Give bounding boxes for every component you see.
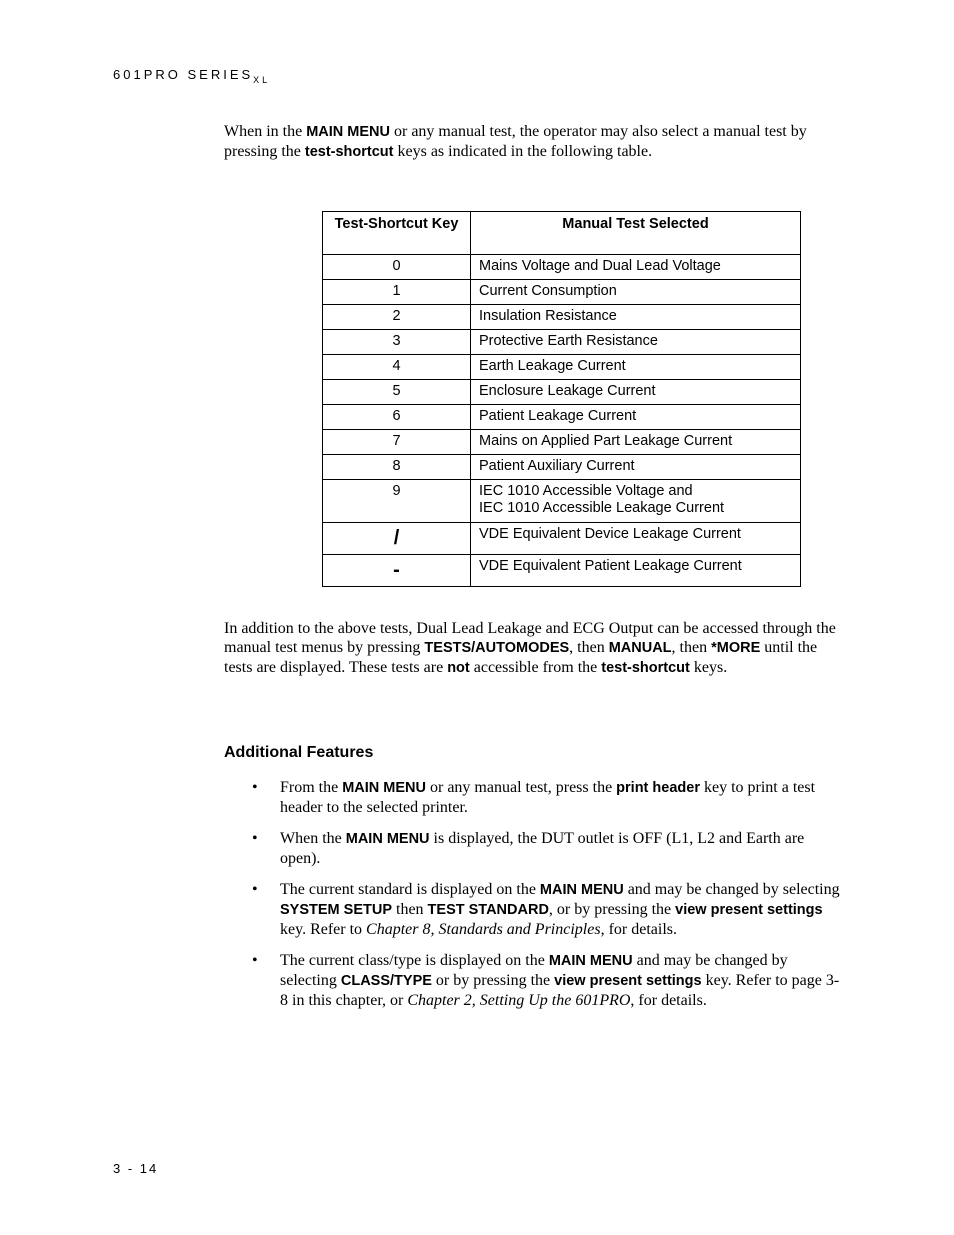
manual-test-line: IEC 1010 Accessible Leakage Current bbox=[479, 500, 725, 516]
manual-test-name: Enclosure Leakage Current bbox=[471, 380, 801, 405]
intro-paragraph bbox=[224, 122, 836, 162]
intro-bold: test-shortcut bbox=[304, 144, 394, 160]
item-text: then bbox=[392, 901, 428, 918]
item-text: , for details. bbox=[630, 992, 707, 1009]
shortcut-key: 7 bbox=[323, 430, 471, 455]
shortcut-key: 9 bbox=[323, 480, 471, 523]
manual-test-name: Mains on Applied Part Leakage Current bbox=[471, 430, 801, 455]
item-italic: Chapter 8, Standards and Principles bbox=[366, 921, 601, 938]
item-text: , for details. bbox=[600, 921, 677, 938]
manual-test-name: VDE Equivalent Patient Leakage Current bbox=[471, 555, 801, 587]
addition-bold: not bbox=[447, 660, 470, 676]
item-bold: MAIN MENU bbox=[539, 882, 624, 898]
shortcut-key: 1 bbox=[323, 280, 471, 305]
manual-test-name: Mains Voltage and Dual Lead Voltage bbox=[471, 255, 801, 280]
item-text: is displayed, the DUT outlet is OFF (L1, L2 and Earth are open). bbox=[280, 830, 805, 867]
manual-test-name: VDE Equivalent Device Leakage Current bbox=[471, 523, 801, 555]
item-bold: MAIN MENU bbox=[345, 831, 430, 847]
addition-text: accessible from the bbox=[469, 659, 602, 676]
addition-text: keys. bbox=[689, 659, 728, 676]
item-bold: SYSTEM SETUP bbox=[280, 902, 392, 918]
item-text: key. Refer to page 3-8 in this chapter, or bbox=[280, 972, 840, 1009]
table-row bbox=[323, 480, 801, 523]
bullet-icon: • bbox=[252, 830, 258, 847]
shortcut-key: - bbox=[323, 555, 471, 587]
list-item bbox=[252, 880, 842, 939]
item-bold: MAIN MENU bbox=[548, 953, 633, 969]
addition-bold: *MORE bbox=[711, 640, 761, 656]
item-text: and may be changed by selecting bbox=[623, 881, 840, 898]
shortcut-key: 4 bbox=[323, 355, 471, 380]
table-row bbox=[323, 523, 801, 555]
intro-bold: MAIN MENU bbox=[306, 124, 390, 140]
addition-paragraph bbox=[224, 619, 836, 678]
shortcut-key: 8 bbox=[323, 455, 471, 480]
shortcut-key: 5 bbox=[323, 380, 471, 405]
item-bold: TEST STANDARD bbox=[427, 902, 549, 918]
item-bold: MAIN MENU bbox=[342, 780, 426, 796]
item-italic: Chapter 2, Setting Up the 601PRO bbox=[407, 992, 631, 1009]
intro-text: When in the bbox=[224, 123, 307, 140]
item-text: key. Refer to bbox=[280, 921, 367, 938]
bullet-icon: • bbox=[252, 779, 258, 796]
product-suffix: XL bbox=[253, 75, 271, 85]
shortcut-key: 0 bbox=[323, 255, 471, 280]
section-heading: Additional Features bbox=[224, 744, 374, 761]
item-bold: print header bbox=[616, 780, 700, 796]
addition-text: until the tests are displayed. These tests are bbox=[224, 639, 818, 676]
bullet-icon: • bbox=[252, 881, 258, 898]
page-number: 3 - 14 bbox=[113, 1161, 159, 1176]
shortcut-key: 6 bbox=[323, 405, 471, 430]
table-row bbox=[323, 355, 801, 380]
item-bold: view present settings bbox=[554, 973, 702, 989]
list-item bbox=[252, 829, 842, 868]
column-header-test: Manual Test Selected bbox=[471, 212, 801, 255]
addition-bold: MANUAL bbox=[608, 640, 672, 656]
list-item bbox=[252, 778, 842, 817]
table-row bbox=[323, 255, 801, 280]
intro-text: keys as indicated in the following table. bbox=[393, 143, 653, 160]
manual-test-line: IEC 1010 Accessible Voltage and bbox=[479, 483, 693, 499]
running-header bbox=[113, 67, 271, 85]
table-row bbox=[323, 555, 801, 587]
addition-bold: test-shortcut bbox=[601, 660, 690, 676]
table-row bbox=[323, 455, 801, 480]
table-row bbox=[323, 330, 801, 355]
bullet-icon: • bbox=[252, 952, 258, 969]
manual-test-name: Insulation Resistance bbox=[471, 305, 801, 330]
manual-test-name: Earth Leakage Current bbox=[471, 355, 801, 380]
manual-test-name: Current Consumption bbox=[471, 280, 801, 305]
features-list bbox=[252, 778, 842, 1010]
manual-test-name: Patient Leakage Current bbox=[471, 405, 801, 430]
table-row bbox=[323, 405, 801, 430]
table-row bbox=[323, 305, 801, 330]
item-text: and may be changed by selecting bbox=[280, 952, 788, 989]
item-text: When the bbox=[280, 830, 346, 847]
product-name: 601PRO SERIES bbox=[113, 67, 254, 82]
table-header-row bbox=[323, 212, 801, 255]
item-bold: CLASS/TYPE bbox=[340, 973, 432, 989]
addition-text: , then bbox=[569, 639, 609, 656]
addition-text: , then bbox=[671, 639, 712, 656]
item-text: From the bbox=[280, 779, 343, 796]
intro-text: or any manual test, the operator may also select a manual test by pressing the bbox=[224, 123, 807, 160]
test-shortcut-table bbox=[322, 211, 801, 587]
item-text: or any manual test, press the bbox=[426, 779, 617, 796]
item-text: The current standard is displayed on the bbox=[280, 881, 540, 898]
list-item bbox=[252, 951, 842, 1010]
manual-test-name: Protective Earth Resistance bbox=[471, 330, 801, 355]
item-text: or by pressing the bbox=[431, 972, 555, 989]
shortcut-key: 2 bbox=[323, 305, 471, 330]
column-header-key: Test-Shortcut Key bbox=[323, 212, 471, 255]
addition-bold: TESTS/AUTOMODES bbox=[424, 640, 570, 656]
manual-test-name: Patient Auxiliary Current bbox=[471, 455, 801, 480]
shortcut-key: / bbox=[323, 523, 471, 555]
item-text: The current class/type is displayed on the bbox=[280, 952, 549, 969]
addition-text: In addition to the above tests, Dual Lead Leakage and ECG Output can be accessed through the manual test menus by pressing bbox=[224, 620, 836, 656]
table-row bbox=[323, 430, 801, 455]
item-bold: view present settings bbox=[675, 902, 823, 918]
shortcut-key: 3 bbox=[323, 330, 471, 355]
item-text: , or by pressing the bbox=[548, 901, 676, 918]
manual-test-name bbox=[471, 480, 801, 523]
table-row bbox=[323, 280, 801, 305]
table-row bbox=[323, 380, 801, 405]
item-text: key to print a test header to the selected printer. bbox=[280, 779, 816, 816]
